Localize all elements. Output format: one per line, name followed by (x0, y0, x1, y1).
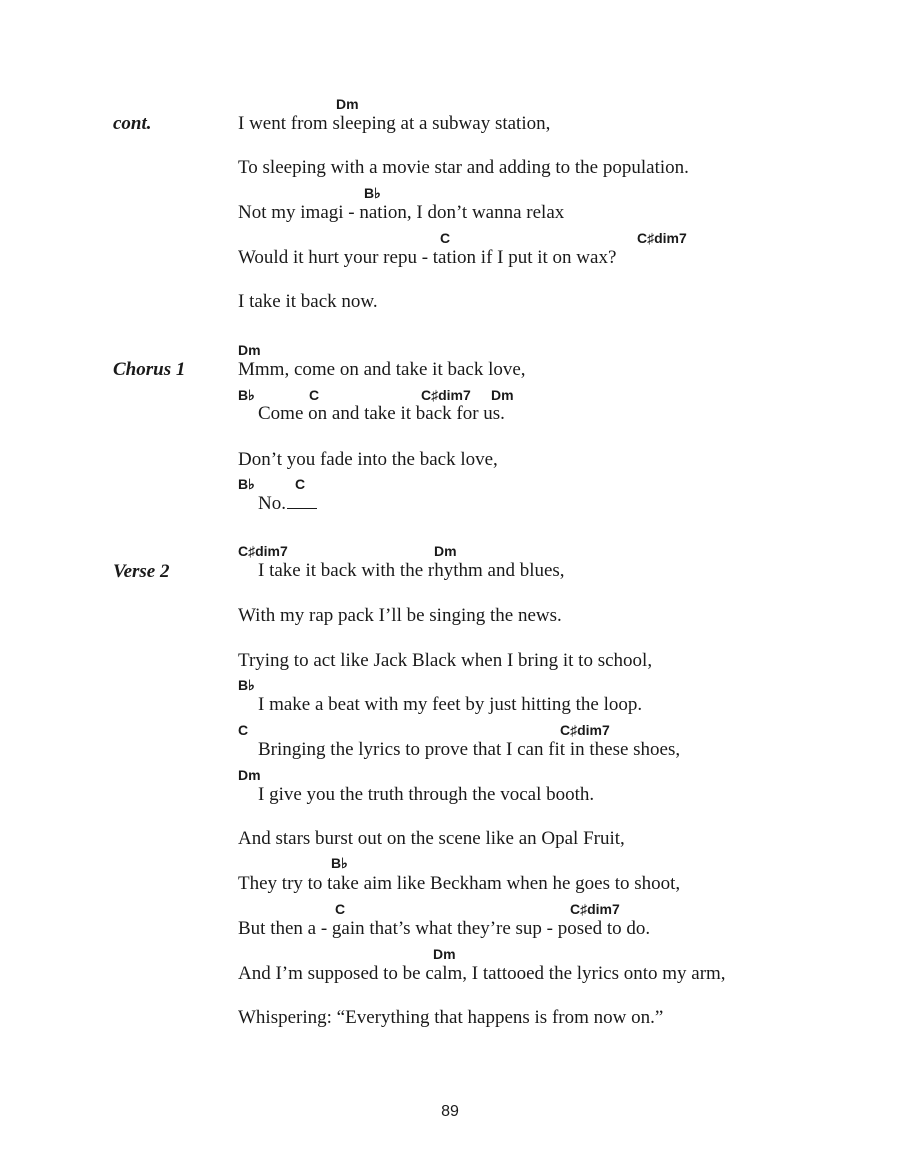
chord-c: C (309, 387, 320, 403)
chord-dm: Dm (238, 342, 261, 358)
lyric-line: Whispering: “Everything that happens is from now on.” (238, 1007, 664, 1028)
lyric-line: Trying to act like Jack Black when I bring it to school, (238, 650, 653, 671)
chord-csharpdim7: C♯dim7 (570, 901, 620, 917)
lyric-text: No. (258, 493, 286, 514)
lyric-line: Don’t you fade into the back love, (238, 449, 498, 470)
chord-csharpdim7: C♯dim7 (560, 722, 610, 738)
chord-bflat: B♭ (364, 185, 381, 201)
chord-dm: Dm (238, 767, 261, 783)
chord-dm: Dm (336, 96, 359, 112)
chord-bflat: B♭ (238, 476, 255, 492)
extender-line (287, 508, 317, 509)
chord-dm: Dm (433, 946, 456, 962)
lyric-line: And I’m supposed to be calm, I tattooed the lyrics onto my arm, (238, 963, 726, 984)
lyric-line: Would it hurt your repu - tation if I put it on wax? (238, 247, 617, 268)
lyric-line: Bringing the lyrics to prove that I can fit in these shoes, (258, 739, 681, 760)
chord-bflat: B♭ (331, 855, 348, 871)
lyric-line: I give you the truth through the vocal booth. (258, 784, 595, 805)
lyric-line: I went from sleeping at a subway station, (238, 113, 551, 134)
chord-c: C (335, 901, 346, 917)
chord-dm: Dm (491, 387, 514, 403)
chord-csharpdim7: C♯dim7 (421, 387, 471, 403)
lyric-line: With my rap pack I’ll be singing the news. (238, 605, 562, 626)
lyric-line: And stars burst out on the scene like an Opal Fruit, (238, 828, 625, 849)
page-number: 89 (441, 1103, 459, 1120)
chord-csharpdim7: C♯dim7 (637, 230, 687, 246)
chord-c: C (238, 722, 249, 738)
lyric-line-tail (258, 493, 317, 515)
lyric-line: Not my imagi - nation, I don’t wanna relax (238, 202, 565, 223)
lyric-line: They try to take aim like Beckham when he goes to shoot, (238, 873, 681, 894)
lyric-line: I take it back with the rhythm and blues, (258, 560, 565, 581)
chord-csharpdim7: C♯dim7 (238, 543, 288, 559)
chord-bflat: B♭ (238, 677, 255, 693)
chord-bflat: B♭ (238, 387, 255, 403)
lyric-line: But then a - gain that’s what they’re sup - posed to do. (238, 918, 651, 939)
lyric-line: Mmm, come on and take it back love, (238, 359, 526, 380)
lyric-line: I take it back now. (238, 291, 378, 312)
chord-dm: Dm (434, 543, 457, 559)
lyric-line: I make a beat with my feet by just hitting the loop. (258, 694, 643, 715)
chord-c: C (440, 230, 451, 246)
lyric-line: Come on and take it back for us. (258, 403, 505, 424)
section-label-verse-2: Verse 2 (113, 561, 170, 582)
lyric-line: To sleeping with a movie star and adding to the population. (238, 157, 689, 178)
chord-c: C (295, 476, 306, 492)
section-label-chorus-1: Chorus 1 (113, 359, 186, 380)
section-label-cont: cont. (113, 113, 152, 134)
